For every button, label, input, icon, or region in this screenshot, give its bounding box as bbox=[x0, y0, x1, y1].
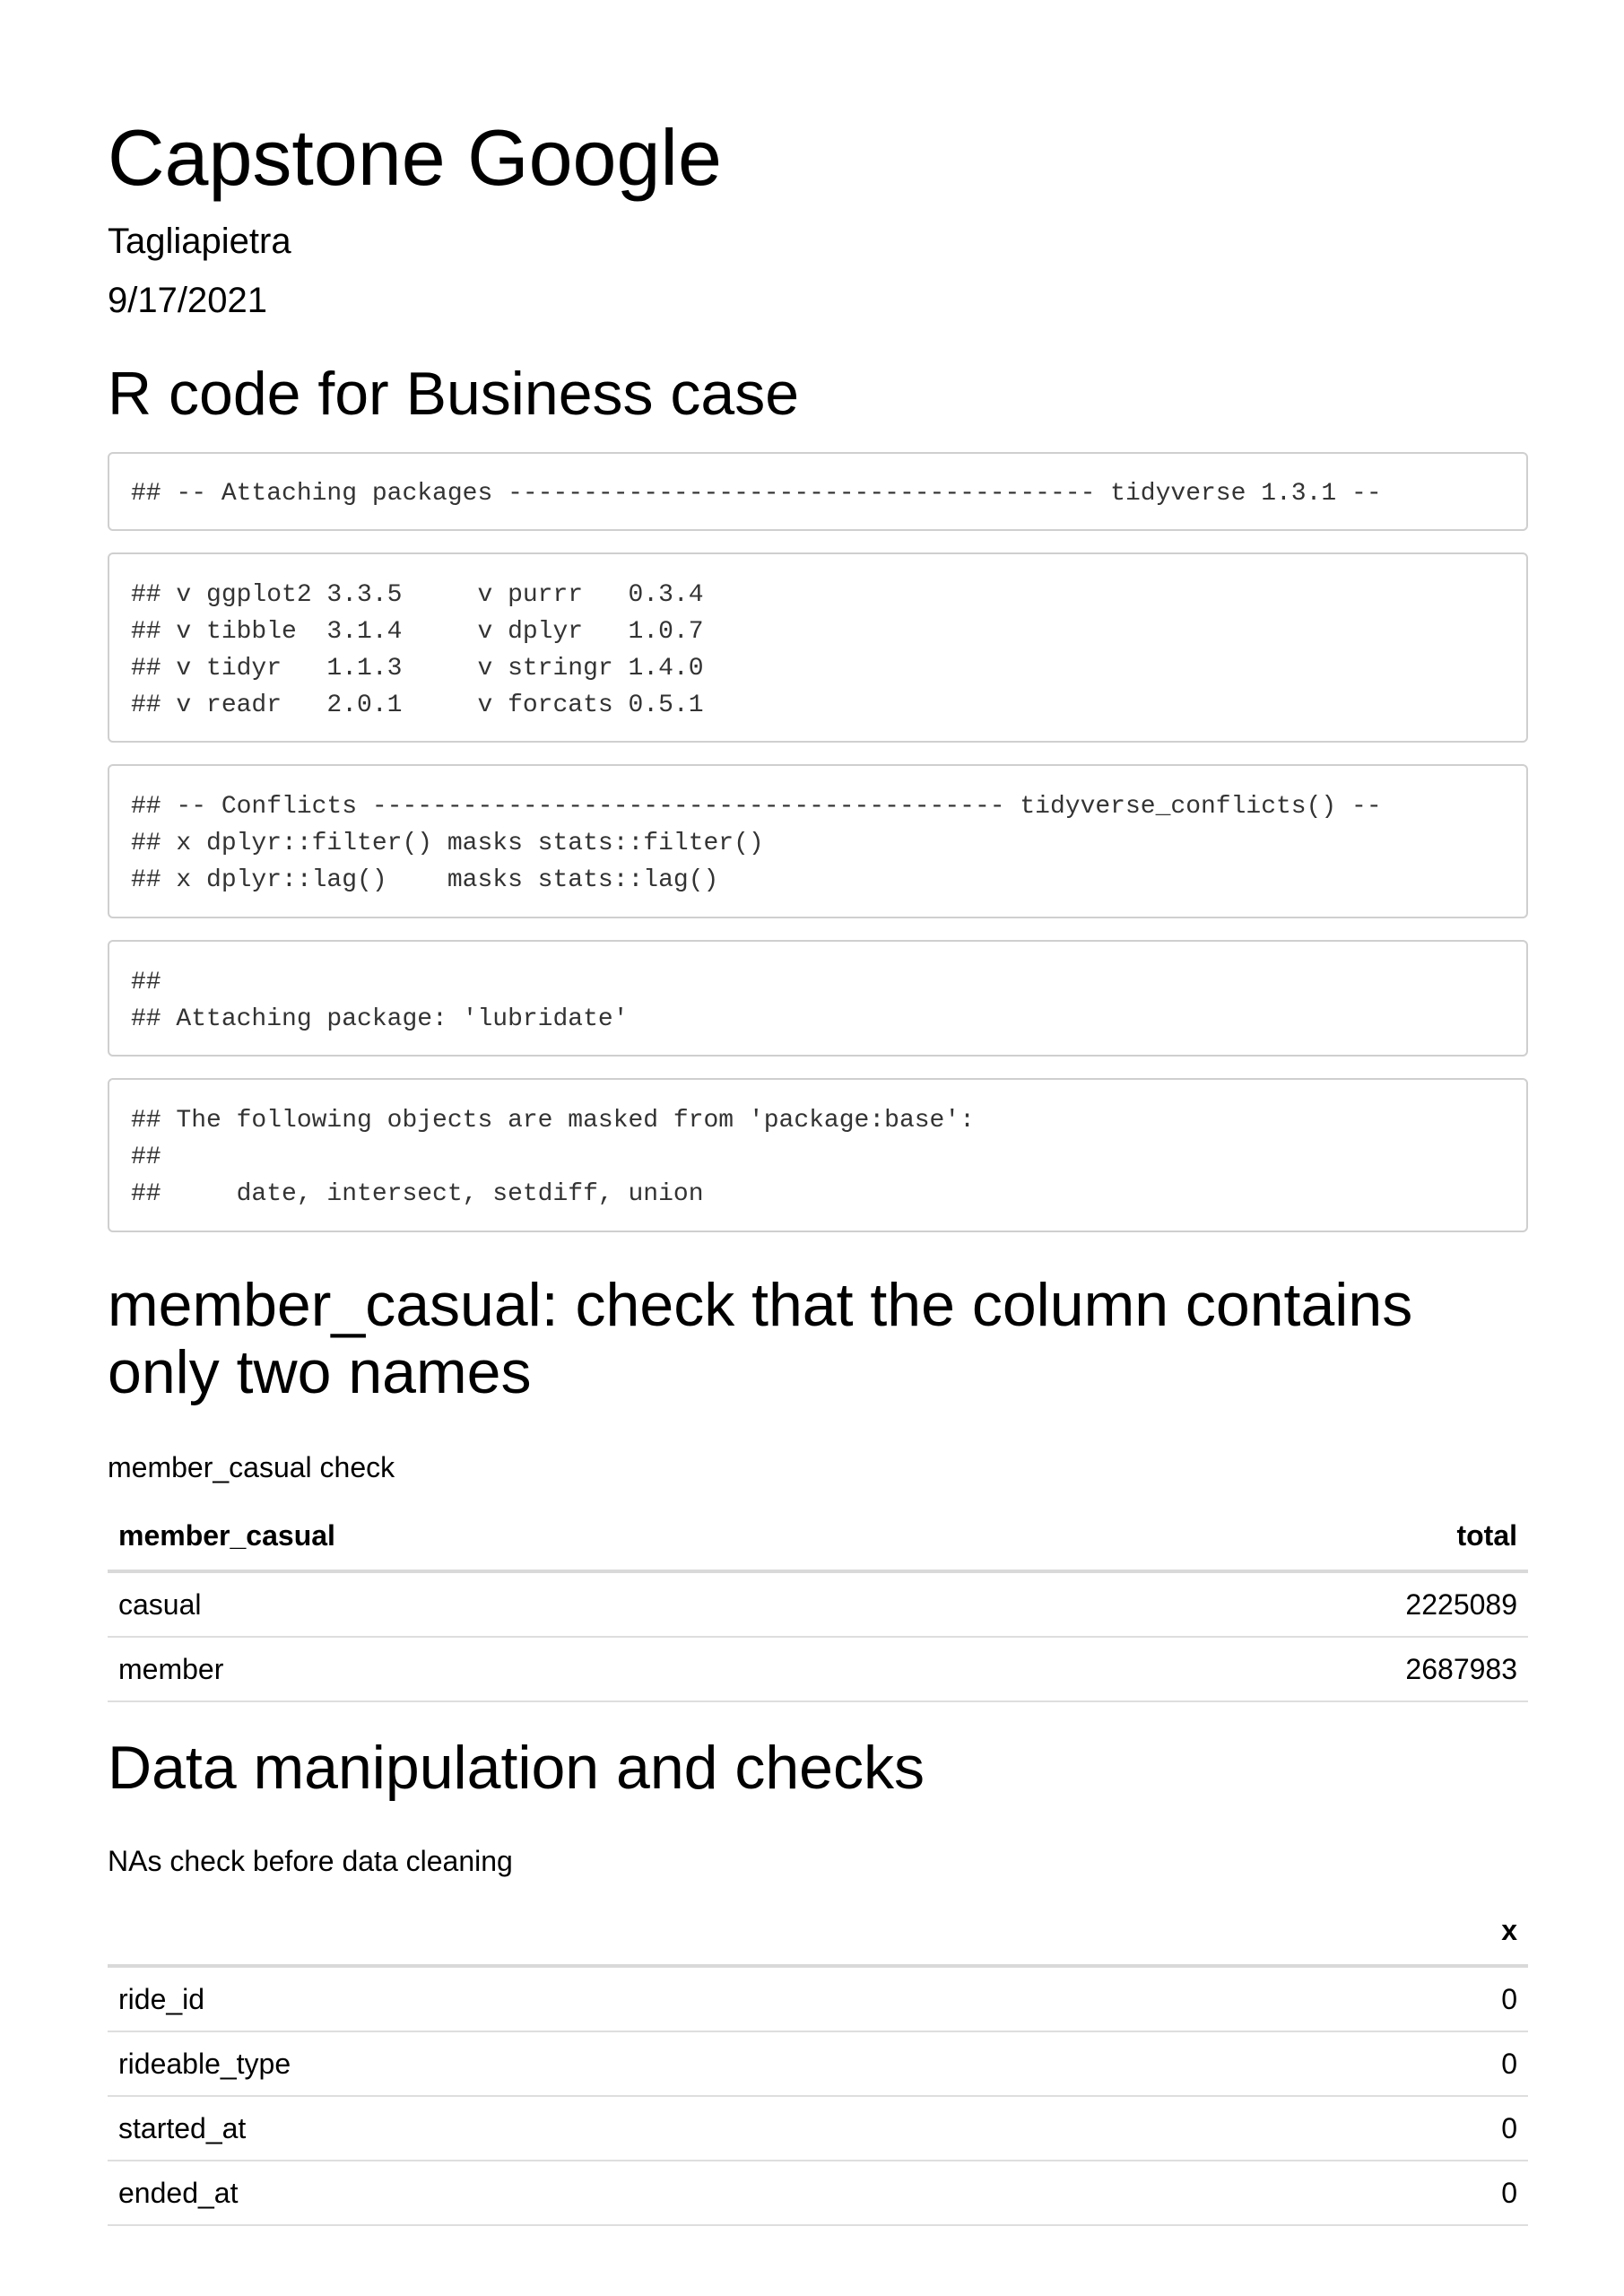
document-title: Capstone Google bbox=[108, 113, 722, 202]
code-text: ## v ggplot2 3.3.5 v purrr 0.3.4 ## v tibble 3.1.4 v dplyr 1.0.7 ## v tidyr 1.1.3 v stringr 1.4.0 ## v readr 2.0.1 v forcats 0.5.1 bbox=[131, 581, 704, 719]
member-casual-table bbox=[108, 1501, 1528, 1702]
table-row bbox=[108, 2096, 1528, 2161]
column-header: member_casual bbox=[108, 1501, 1019, 1571]
code-text: ## -- Attaching packages --------------------------------------- tidyverse 1.3.1 -- bbox=[131, 480, 1382, 508]
section-heading-member-check: member_casual: check that the column contains only two names bbox=[108, 1271, 1413, 1406]
table-caption-na: NAs check before data cleaning bbox=[108, 1845, 513, 1877]
table-cell: 0 bbox=[1298, 1966, 1528, 2031]
table-cell: started_at bbox=[108, 2096, 1298, 2161]
document-date: 9/17/2021 bbox=[108, 281, 267, 320]
table-cell: ride_id bbox=[108, 1966, 1298, 2031]
table-cell: ended_at bbox=[108, 2161, 1298, 2225]
table-row bbox=[108, 2031, 1528, 2096]
table-cell: 0 bbox=[1298, 2031, 1528, 2096]
table-header-row bbox=[108, 1896, 1528, 1966]
section-heading-r-code: R code for Business case bbox=[108, 360, 800, 428]
table-cell: rideable_type bbox=[108, 2031, 1298, 2096]
table-cell: 0 bbox=[1298, 2161, 1528, 2225]
table-cell: member bbox=[108, 1637, 1019, 1701]
table-cell: 0 bbox=[1298, 2096, 1528, 2161]
code-output-masked bbox=[108, 1078, 1528, 1232]
table-row bbox=[108, 1966, 1528, 2031]
table-header-row bbox=[108, 1501, 1528, 1571]
table-cell: casual bbox=[108, 1571, 1019, 1637]
code-output-attaching bbox=[108, 452, 1528, 531]
table-row bbox=[108, 1571, 1528, 1637]
code-text: ## The following objects are masked from 'package:base': ## ## date, intersect, setdiff, union bbox=[131, 1107, 975, 1208]
document-author: Tagliapietra bbox=[108, 222, 291, 261]
table-row bbox=[108, 2161, 1528, 2225]
table-row bbox=[108, 1637, 1528, 1701]
section-heading-data-manipulation: Data manipulation and checks bbox=[108, 1734, 925, 1802]
column-header: x bbox=[1298, 1896, 1528, 1966]
code-output-packages bbox=[108, 552, 1528, 743]
code-text: ## -- Conflicts ------------------------------------------ tidyverse_conflicts() -- ## x dplyr::filter() masks stats::filter() ## x dplyr::lag() masks stats::lag() bbox=[131, 793, 1382, 894]
table-caption-member: member_casual check bbox=[108, 1451, 395, 1483]
table-cell: 2225089 bbox=[1019, 1571, 1528, 1637]
column-header bbox=[108, 1896, 1298, 1966]
code-output-conflicts bbox=[108, 764, 1528, 918]
column-header: total bbox=[1019, 1501, 1528, 1571]
na-check-table bbox=[108, 1896, 1528, 2226]
code-output-lubridate bbox=[108, 940, 1528, 1057]
code-text: ## ## Attaching package: 'lubridate' bbox=[131, 969, 629, 1033]
table-cell: 2687983 bbox=[1019, 1637, 1528, 1701]
